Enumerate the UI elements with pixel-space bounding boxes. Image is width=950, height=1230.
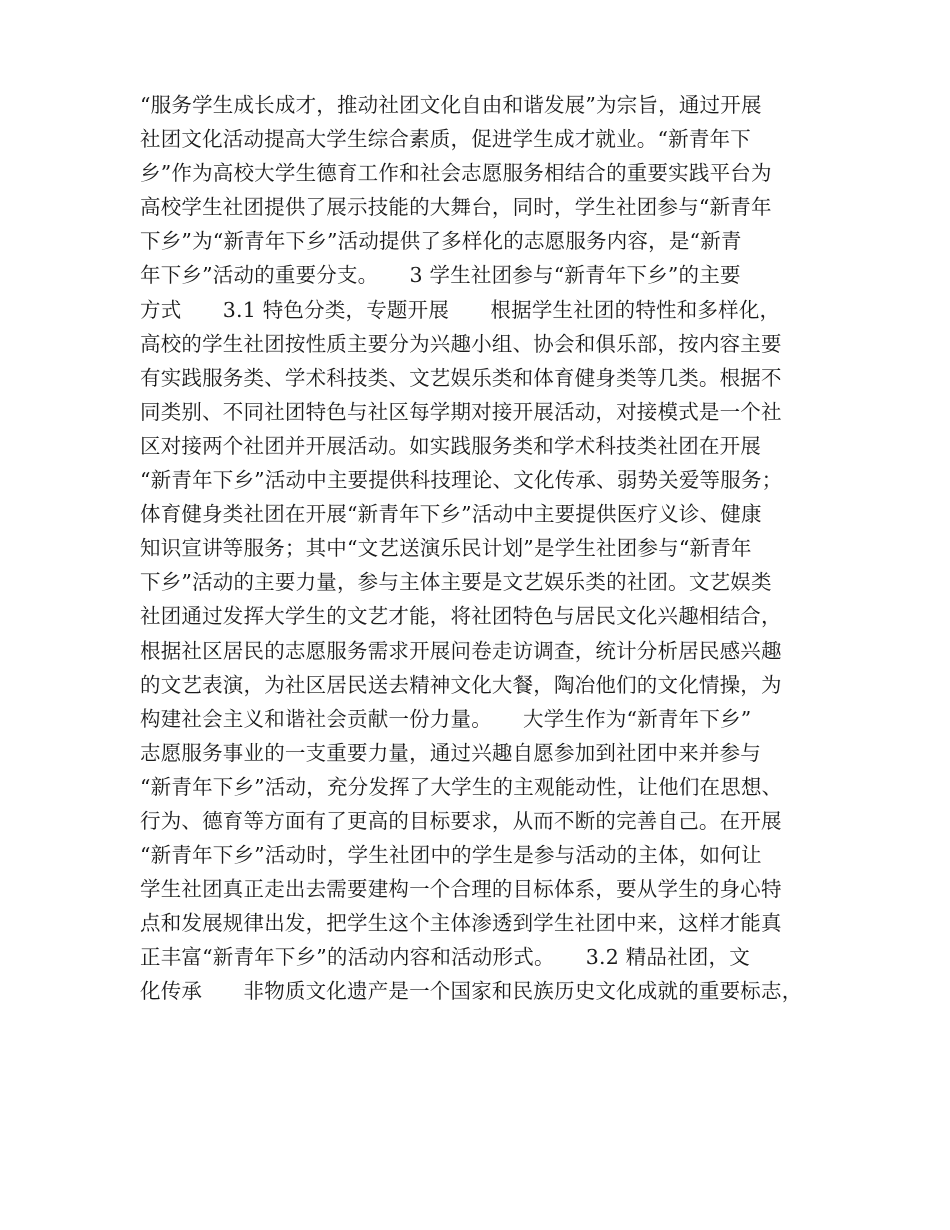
text-line: 有实践服务类、学术科技类、文艺娱乐类和体育健身类等几类。根据不 — [140, 365, 782, 390]
text-line: 行为、德育等方面有了更高的目标要求，从而不断的完善自己。在开展 — [140, 808, 782, 833]
text-line: 区对接两个社团并开展活动。如实践服务类和学术科技类社团在开展 — [140, 433, 761, 458]
text-line: 根据社区居民的志愿服务需求开展问卷走访调查，统计分析居民感兴趣 — [140, 638, 782, 663]
text-line: 高校学生社团提供了展示技能的大舞台，同时，学生社团参与“新青年 — [140, 195, 772, 220]
text-line: “新青年下乡”活动，充分发挥了大学生的主观能动性，让他们在思想、 — [140, 774, 783, 799]
body-text — [140, 88, 830, 1009]
text-line: “新青年下乡”活动中主要提供科技理论、文化传承、弱势关爱等服务； — [140, 468, 783, 493]
text-line: 构建社会主义和谐社会贡献一份力量。 大学生作为“新青年下乡” — [140, 706, 752, 731]
text-line: 化传承 非物质文化遗产是一个国家和民族历史文化成就的重要标志， — [140, 979, 803, 1004]
text-line: “新青年下乡”活动时，学生社团中的学生是参与活动的主体，如何让 — [140, 843, 762, 868]
text-line: 知识宣讲等服务；其中“文艺送演乐民计划”是学生社团参与“新青年 — [140, 536, 752, 561]
text-line: 正丰富“新青年下乡”的活动内容和活动形式。 3.2 精品社团，文 — [140, 945, 750, 970]
text-line: 方式 3.1 特色分类，专题开展 根据学生社团的特性和多样化， — [140, 297, 781, 322]
text-line: 的文艺表演，为社区居民送去精神文化大餐，陶冶他们的文化情操，为 — [140, 672, 782, 697]
text-line: “服务学生成长成才，推动社团文化自由和谐发展”为宗旨，通过开展 — [140, 93, 762, 117]
text-line: 社团文化活动提高大学生综合素质，促进学生成才就业。“新青年下 — [140, 127, 751, 152]
text-line: 下乡”活动的主要力量，参与主体主要是文艺娱乐类的社团。文艺娱类 — [140, 570, 772, 595]
text-line: 体育健身类社团在开展“新青年下乡”活动中主要提供医疗义诊、健康 — [140, 502, 762, 527]
text-line: 社团通过发挥大学生的文艺才能，将社团特色与居民文化兴趣相结合， — [140, 604, 782, 629]
text-line: 乡”作为高校大学生德育工作和社会志愿服务相结合的重要实践平台为 — [140, 161, 772, 186]
text-line: 年下乡”活动的重要分支。 3 学生社团参与“新青年下乡”的主要 — [140, 263, 741, 288]
text-line: 高校的学生社团按性质主要分为兴趣小组、协会和俱乐部，按内容主要 — [140, 331, 782, 356]
text-line: 同类别、不同社团特色与社区每学期对接开展活动，对接模式是一个社 — [140, 399, 782, 424]
text-line: 学生社团真正走出去需要建构一个合理的目标体系，要从学生的身心特 — [140, 877, 782, 902]
text-line: 点和发展规律出发，把学生这个主体渗透到学生社团中来，这样才能真 — [140, 911, 782, 936]
text-line: 志愿服务事业的一支重要力量，通过兴趣自愿参加到社团中来并参与 — [140, 740, 761, 765]
text-line: 下乡”为“新青年下乡”活动提供了多样化的志愿服务内容，是“新青 — [140, 229, 742, 254]
